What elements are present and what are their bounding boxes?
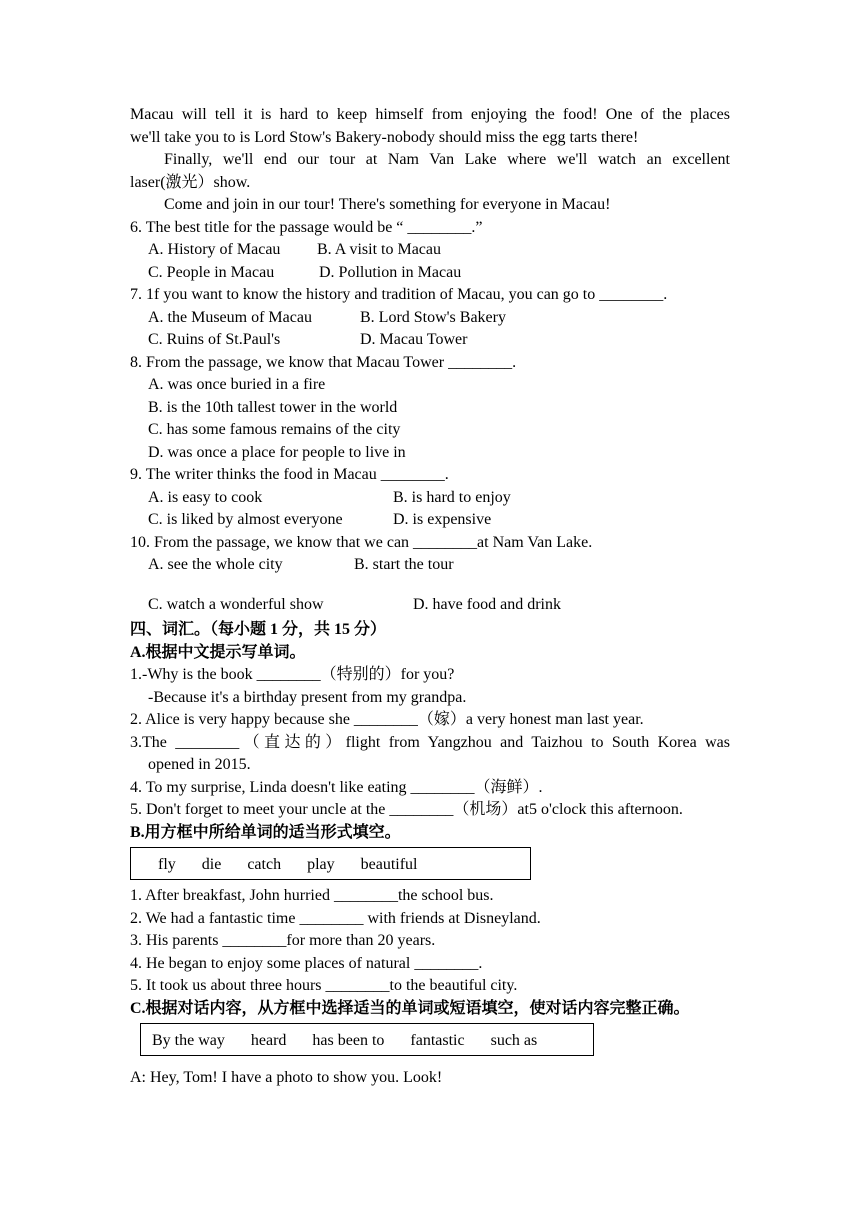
word-box-item: beautiful — [360, 856, 418, 873]
word-box-item: die — [201, 856, 222, 873]
option-row — [130, 262, 730, 285]
fill-item: 2. We had a fantastic time ________ with friends at Disneyland. — [130, 909, 541, 927]
question-stem: 10. From the passage, we know that we can ________at Nam Van Lake. — [130, 533, 593, 551]
option: B. start the tour — [354, 556, 454, 573]
vocab-item: 4. To my surprise, Linda doesn't like eating ________（海鲜）. — [130, 778, 543, 796]
phrase-box-item: fantastic — [410, 1032, 465, 1049]
option: A. is easy to cook — [148, 488, 263, 506]
vocab-item: opened in 2015. — [148, 756, 251, 773]
word-box-item: fly — [158, 856, 176, 873]
option: D. Macau Tower — [360, 331, 468, 348]
word-box-item: play — [307, 856, 335, 873]
phrase-box-item: By the way — [152, 1032, 225, 1049]
vocab-item: 5. Don't forget to meet your uncle at the ________（机场）at5 o'clock this afternoon. — [130, 801, 683, 818]
option-row — [130, 509, 730, 532]
option-row — [130, 594, 730, 617]
question-stem: 6. The best title for the passage would be “ ________.” — [130, 218, 483, 236]
question-stem: 8. From the passage, we know that Macau Tower ________. — [130, 353, 517, 371]
passage-line: Come and join in our tour! There's something for everyone in Macau! — [164, 196, 611, 213]
part-heading: C.根据对话内容，从方框中选择适当的单词或短语填空，使对话内容完整正确。 — [130, 999, 690, 1017]
option: D. Pollution in Macau — [319, 263, 462, 281]
option: B. is hard to enjoy — [393, 488, 511, 506]
phrase-box-item: heard — [250, 1032, 287, 1049]
option: A. History of Macau — [148, 241, 281, 258]
option-row — [130, 239, 730, 262]
vocab-item: 3.The ________（直达的）flight from Yangzhou and Taizhou to South Korea was — [130, 733, 730, 751]
fill-item: 1. After breakfast, John hurried ________the school bus. — [130, 887, 494, 904]
passage-line: we'll take you to is Lord Stow's Bakery-nobody should miss the egg tarts there! — [130, 128, 639, 146]
option: D. was once a place for people to live in — [148, 443, 406, 461]
dialogue-line: A: Hey, Tom! I have a photo to show you. Look! — [130, 1069, 443, 1086]
option-row — [130, 307, 730, 330]
option: A. see the whole city — [148, 556, 283, 573]
option: D. is expensive — [393, 511, 492, 528]
exam-page — [130, 104, 730, 1090]
vocab-item: 1.-Why is the book ________（特别的）for you? — [130, 666, 455, 683]
word-box-item: catch — [247, 856, 282, 873]
part-heading: A.根据中文提示写单词。 — [130, 643, 306, 661]
option: C. watch a wonderful show — [148, 595, 324, 613]
phrase-box-item: such as — [490, 1032, 538, 1049]
passage-line: Finally, we'll end our tour at Nam Van Lake where we'll watch an excellent — [164, 151, 730, 168]
option-row — [130, 329, 730, 352]
part-heading: B.用方框中所给单词的适当形式填空。 — [130, 823, 401, 841]
option: A. the Museum of Macau — [148, 308, 312, 326]
fill-item: 5. It took us about three hours ________to the beautiful city. — [130, 977, 518, 994]
vocab-item: -Because it's a birthday present from my grandpa. — [148, 688, 467, 706]
option: C. has some famous remains of the city — [148, 421, 401, 438]
fill-item: 3. His parents ________for more than 20 years. — [130, 932, 436, 949]
option: B. A visit to Macau — [317, 241, 441, 258]
option: C. Ruins of St.Paul's — [148, 331, 281, 348]
option-row — [130, 487, 730, 510]
question-stem: 9. The writer thinks the food in Macau ________. — [130, 466, 449, 483]
phrase-box — [140, 1023, 594, 1056]
option: C. is liked by almost everyone — [148, 511, 343, 528]
vocab-item: 2. Alice is very happy because she ________（嫁）a very honest man last year. — [130, 711, 644, 728]
option: D. have food and drink — [413, 595, 561, 613]
section-heading: 四、词汇。（每小题 1 分，共 15 分） — [130, 621, 387, 638]
passage-line: laser(激光）show. — [130, 173, 251, 191]
question-stem: 7. 1f you want to know the history and tradition of Macau, you can go to ________. — [130, 286, 668, 303]
option: B. is the 10th tallest tower in the world — [148, 398, 398, 416]
word-box — [130, 847, 531, 880]
option: C. People in Macau — [148, 263, 275, 281]
fill-item: 4. He began to enjoy some places of natural ________. — [130, 954, 483, 972]
option-row — [130, 554, 730, 577]
phrase-box-item: has been to — [312, 1032, 385, 1049]
passage-line: Macau will tell it is hard to keep himself from enjoying the food! One of the places — [130, 106, 730, 123]
option: B. Lord Stow's Bakery — [360, 308, 506, 326]
option: A. was once buried in a fire — [148, 376, 326, 393]
